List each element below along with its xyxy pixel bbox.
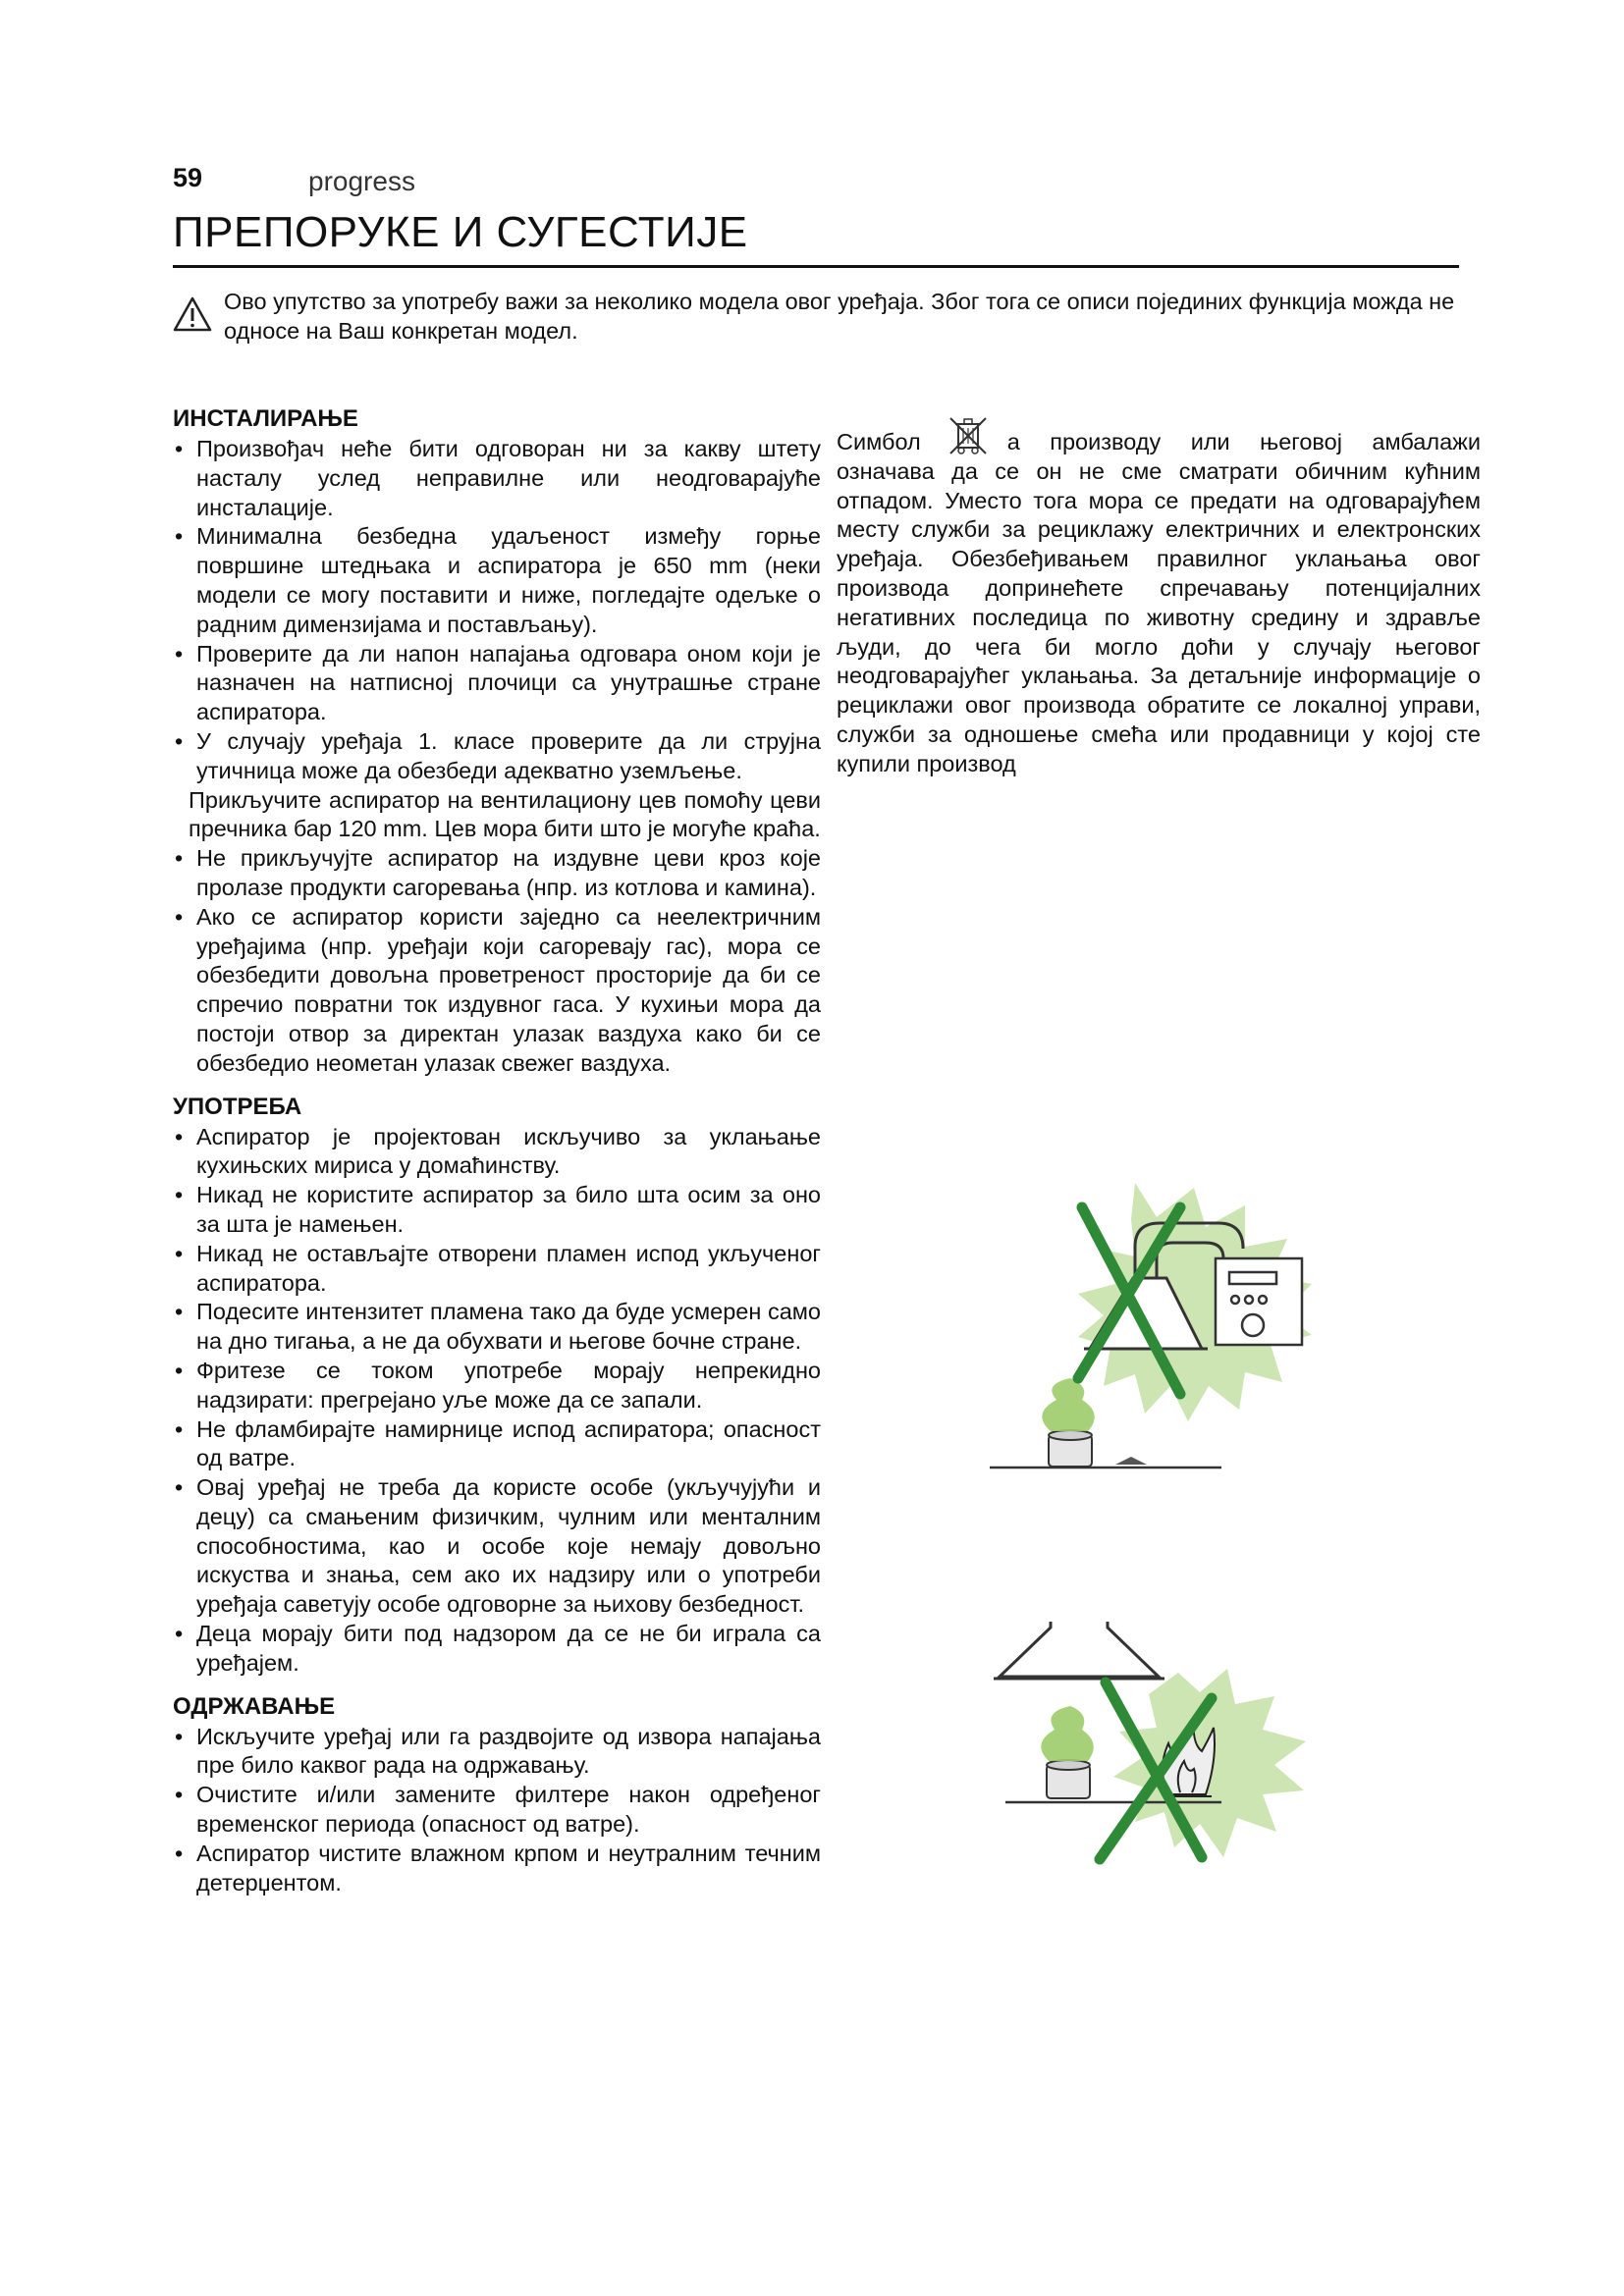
list-item: • Фритезе се током употребе морају непрекидно надзирати: прегрејано уље може да се запали. bbox=[173, 1357, 821, 1415]
recycling-prefix: Симбол bbox=[837, 429, 921, 454]
list-item: • Не фламбирајте намирнице испод аспиратора; опасност од ватре. bbox=[173, 1415, 821, 1474]
use-list bbox=[173, 1123, 821, 1679]
section-maintenance bbox=[173, 1692, 821, 1898]
list-item: • Подесите интензитет пламена тако да буде усмерен само на дно тигања, а не да обухвати и његове бочне стране. bbox=[173, 1298, 821, 1357]
recycling-paragraph bbox=[837, 414, 1481, 779]
installation-list bbox=[173, 435, 821, 1079]
page-number: 59 bbox=[173, 163, 203, 192]
list-item: • Аспиратор је пројектован искључиво за уклањање кухињских мириса у домаћинству. bbox=[173, 1123, 821, 1182]
section-title: УПОТРЕБА bbox=[173, 1093, 302, 1120]
section-title: ОДРЖАВАЊЕ bbox=[173, 1692, 336, 1720]
list-item: • Очистите и/или замените филтере након одређеног временског периода (опасност од ватре). bbox=[173, 1781, 821, 1840]
list-item: • Аспиратор чистите влажном крпом и неутралним течним детерџентом. bbox=[173, 1840, 821, 1898]
crossed-out-bin-icon bbox=[947, 414, 990, 455]
maintenance-list bbox=[173, 1723, 821, 1898]
left-column bbox=[173, 404, 821, 1911]
list-item: • У случају уређаја 1. класе проверите да ли струјна утичница може да обезбеди адекватно уземљење. bbox=[173, 727, 821, 786]
list-item: • Искључите уређај или га раздвојите од извора напајања пре било каквог рада на одржавању. bbox=[173, 1723, 821, 1782]
right-column bbox=[837, 414, 1481, 779]
warning-icon bbox=[173, 296, 212, 332]
section-installation bbox=[173, 404, 821, 1079]
list-item: Прикључите аспиратор на вентилациону цев помоћу цеви пречника бар 120 mm. Цев мора бити што је могуће краћа. bbox=[189, 786, 821, 842]
list-item: • Ако се аспиратор користи заједно са неелектричним уређајима (нпр. уређаји који сагоревају гас), мора се обезбедити довољна проветреност просторије да би се спречио повратни ток издувног гаса. У кухињи мора да постоји отвор за директан улазак ваздуха како би се обезбедио неометан улазак свежег ваздуха. bbox=[173, 903, 821, 1079]
page-title: ПРЕПОРУКЕ И СУГЕСТИЈЕ bbox=[173, 208, 748, 256]
duct-warning-illustration bbox=[988, 1178, 1341, 1517]
warning-note bbox=[173, 287, 1459, 346]
open-flame-warning-illustration bbox=[992, 1622, 1345, 1865]
brand-name: progress bbox=[308, 166, 415, 196]
list-item: • Минимална безбедна удаљеност између горње површине штедњака и аспиратора је 650 mm (неки модели се могу поставити и ниже, погледајте одељке о радним димензијама и постављању). bbox=[173, 522, 821, 639]
warning-text: Ово упутство за употребу важи за неколико модела овог уређаја. Због тога се описи појединих функција можда не односе на Ваш конкретан модел. bbox=[224, 289, 1455, 344]
recycling-text: а производу или његовој амбалажи означава да се он не сме сматрати обичним кућним отпадом. Уместо тога мора се предати на одговарајућем месту служби за рециклажу електричних и електронских уређаја. Обезбеђивањем правилног уклањања овог производа допринећете спречавању потенцијалних негативних последица по животну средину и здравље људи, до чега би могло доћи у случају његовог неодговарајућег уклањања. За детаљније информације о рециклажи овог производа обратите се локалној управи, служби за одношење смећа или продавници у којој сте купили производ bbox=[837, 429, 1481, 776]
list-item: • Никад не остављајте отворени пламен испод укљученог аспиратора. bbox=[173, 1240, 821, 1299]
hood bbox=[994, 1622, 1164, 1679]
list-item: • Проверите да ли напон напајања одговара оном који је назначен на натписној плочици са унутрашње стране аспиратора. bbox=[173, 640, 821, 727]
list-item: • Никад не користите аспиратор за било шта осим за оно за шта је намењен. bbox=[173, 1181, 821, 1240]
list-item: • Произвођач неће бити одговоран ни за какву штету насталу услед неправилне или неодговарајуће инсталације. bbox=[173, 435, 821, 522]
list-item: • Деца морају бити под надзором да се не би играла са уређајем. bbox=[173, 1620, 821, 1679]
section-title: ИНСТАЛИРАЊЕ bbox=[173, 405, 358, 432]
list-item: • Овај уређај не треба да користе особе (укључујући и децу) са смањеним физичким, чулним или менталним способностима, као и особе које немају довољно искуства и знања, сем ако их надзиру или о употреби уређаја саветују особе одговорне за њихову безбедност. bbox=[173, 1473, 821, 1620]
section-use bbox=[173, 1093, 821, 1679]
list-item: • Не прикључујте аспиратор на издувне цеви кроз које пролазе продукти сагоревања (нпр. из котлова и камина). bbox=[173, 844, 821, 903]
boiler bbox=[1216, 1258, 1302, 1345]
title-divider bbox=[173, 265, 1459, 268]
